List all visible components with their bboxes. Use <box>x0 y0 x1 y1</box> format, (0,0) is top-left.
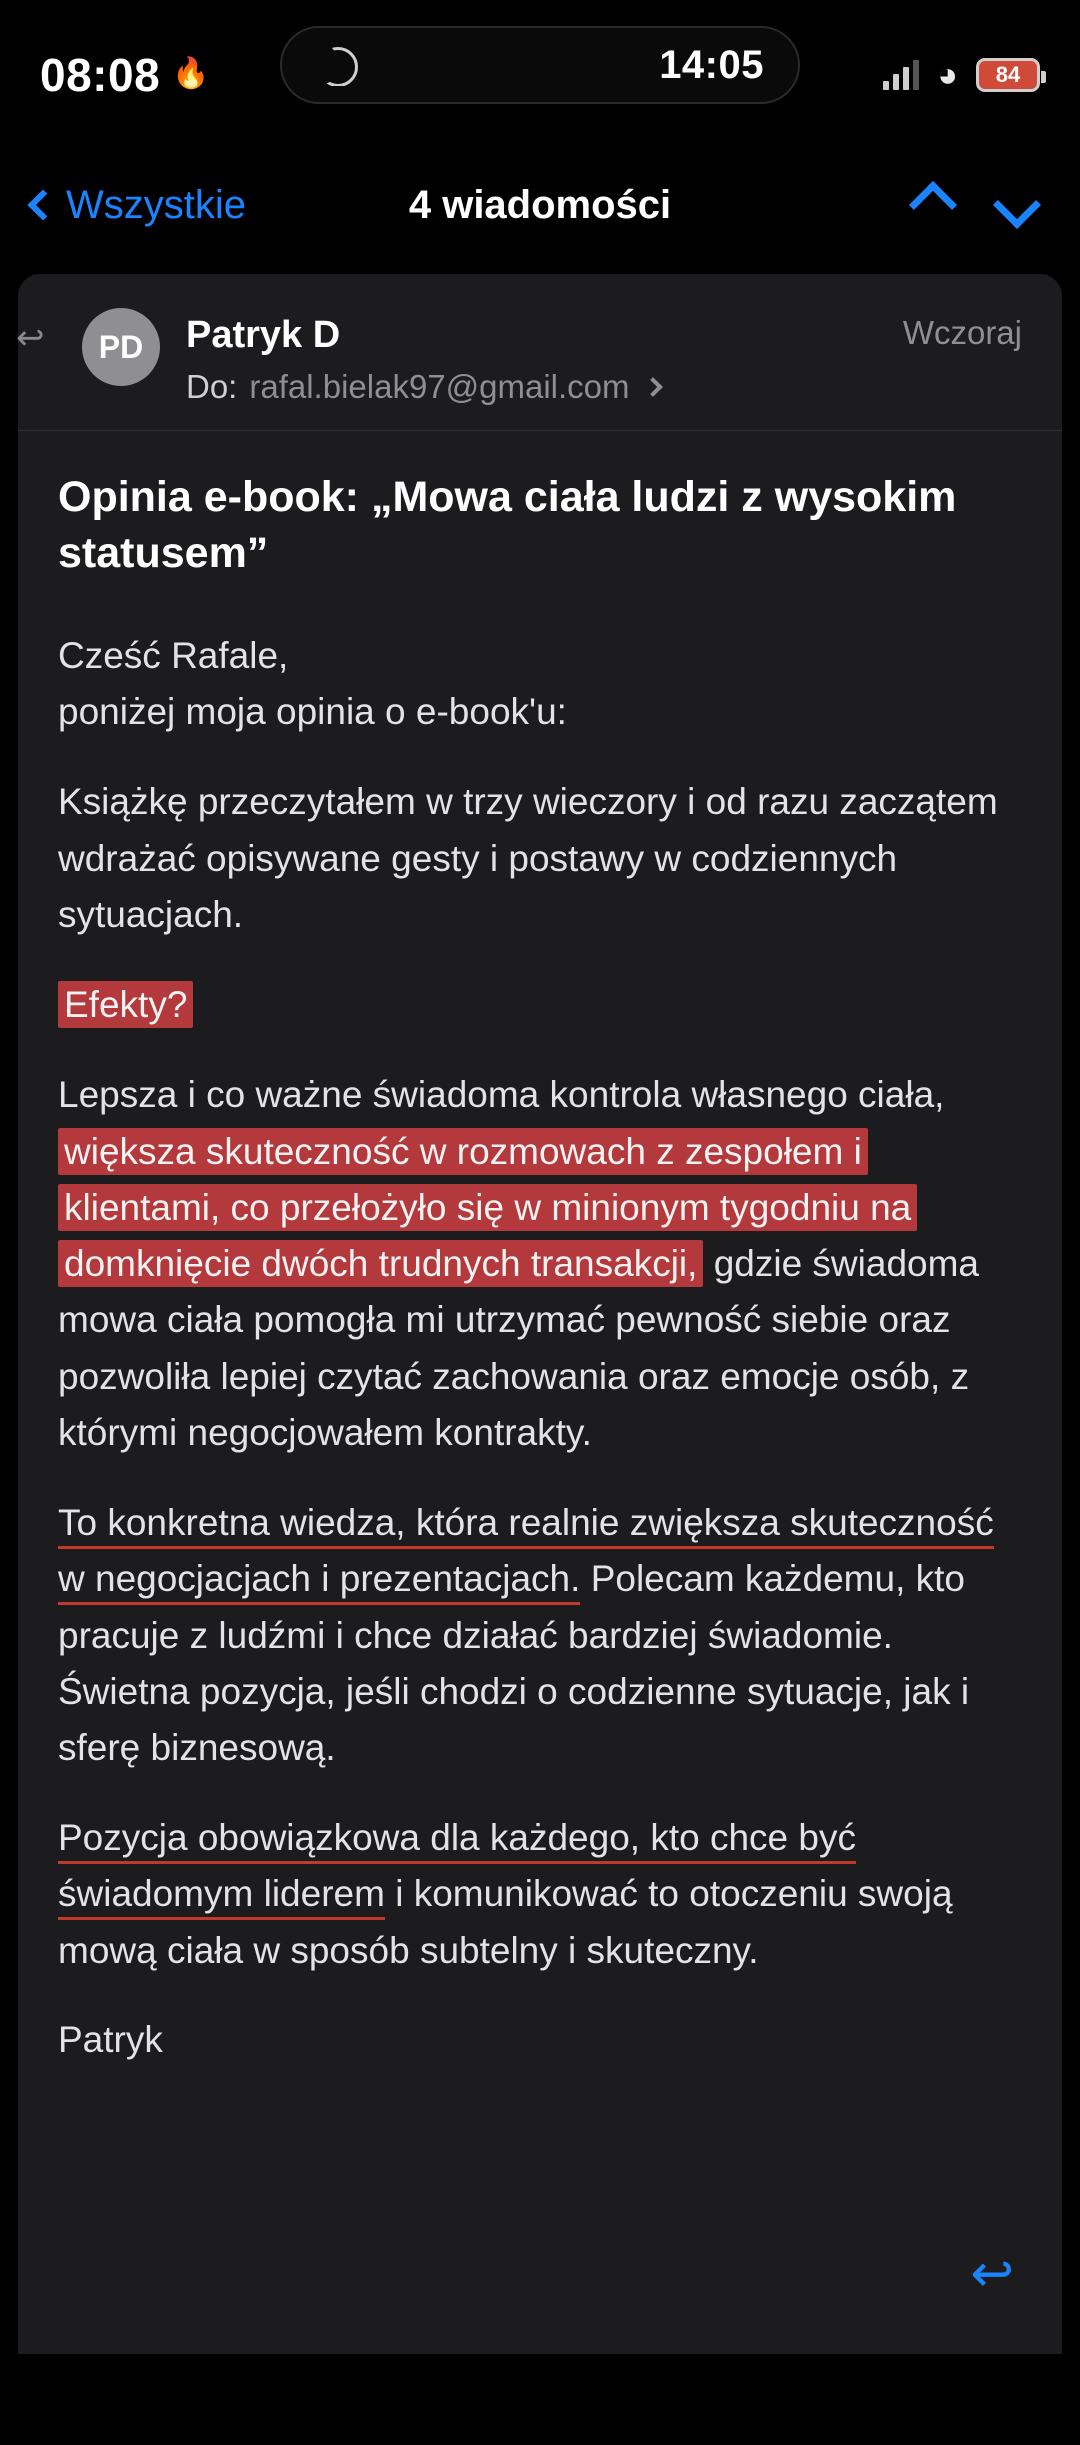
highlight-effects: Efekty? <box>58 981 193 1028</box>
results-post-text: gdzie świadoma mowa ciała pomogła mi utrzymać pewność siebie oraz pozwoliła lepiej czytać zachowania oraz emocje osób, z którymi negocjowałem kontrakty. <box>58 1243 980 1453</box>
island-clock: 14:05 <box>659 42 764 87</box>
recipient-address: rafal.bielak97@gmail.com <box>249 367 630 405</box>
avatar: PD <box>82 308 160 386</box>
recommendation-rest: Polecam każdemu, kto pracuje z ludźmi i chce działać bardziej świadomie. Świetna pozycja, jeśli chodzi o codzienne sytuacje, jak i sferę biznesową. <box>58 1558 970 1768</box>
reply-button[interactable]: ↩ <box>970 2245 1014 2303</box>
paragraph-results <box>58 1067 1022 1461</box>
signature: Patryk <box>58 2018 163 2060</box>
recipient-row[interactable] <box>186 368 660 406</box>
paragraph-effects <box>58 977 1022 1033</box>
message-card <box>18 274 1062 2354</box>
message-body <box>18 431 1062 2061</box>
battery-level: 84 <box>995 62 1021 87</box>
underline-must-have: Pozycja obowiązkowa dla każdego, kto chce być świadomym liderem <box>58 1817 856 1920</box>
status-bar <box>0 0 1080 150</box>
message-subject: Opinia e-book: „Mowa ciała ludzi z wysokim statusem” <box>58 472 957 578</box>
underline-knowledge: To konkretna wiedza, która realnie zwiększa skuteczność w negocjacjach i prezentacjach. <box>58 1502 994 1605</box>
message-date: Wczoraj <box>902 314 1022 351</box>
message-header[interactable] <box>18 274 1062 431</box>
paragraph-must-have <box>58 1810 1022 1979</box>
battery-icon <box>976 58 1040 92</box>
dynamic-island[interactable] <box>280 26 800 104</box>
navigation-bar <box>0 150 1080 260</box>
sender-block <box>186 308 660 406</box>
replied-indicator-icon: ↩ <box>16 319 45 357</box>
greeting-line-2: poniżej moja opinia o e-book'u: <box>58 691 567 733</box>
recipient-to-label: Do: <box>186 367 238 405</box>
greeting-line-1: Cześć Rafale, <box>58 635 289 676</box>
results-pre-text: Lepsza i co ważne świadoma kontrola własnego ciała, <box>58 1074 945 1116</box>
moon-icon <box>316 44 358 86</box>
status-right <box>883 58 1040 92</box>
chevron-up-icon[interactable] <box>909 181 957 229</box>
back-button[interactable] <box>32 183 246 228</box>
sender-name: Patryk D <box>186 314 341 356</box>
highlight-results: większa skuteczność w rozmowach z zespołem i klientami, co przełożyło się w minionym tygodniu na domknięcie dwóch trudnych transakcji, <box>58 1128 917 1287</box>
nav-right-actions <box>916 188 1048 222</box>
paragraph-recommendation <box>58 1495 1022 1776</box>
signal-icon <box>883 60 919 90</box>
paragraph-reading: Książkę przeczytałem w trzy wieczory i od razu zaczątem wdrażać opisywane gesty i postawy w codziennych sytuacjach. <box>58 781 998 935</box>
back-button-label: Wszystkie <box>66 182 246 227</box>
chevron-left-icon <box>27 189 58 220</box>
wifi-icon: ◕ <box>937 56 958 94</box>
chevron-down-icon[interactable] <box>993 181 1041 229</box>
status-clock: 08:08 <box>40 49 161 101</box>
page-title: 4 wiadomości <box>408 182 672 227</box>
flame-icon: 🔥 <box>172 56 210 90</box>
must-have-rest: i komunikować to otoczeniu swoją mową ciała w sposób subtelny i skuteczny. <box>58 1873 953 1971</box>
status-left <box>40 48 310 102</box>
chevron-right-icon <box>643 377 663 397</box>
